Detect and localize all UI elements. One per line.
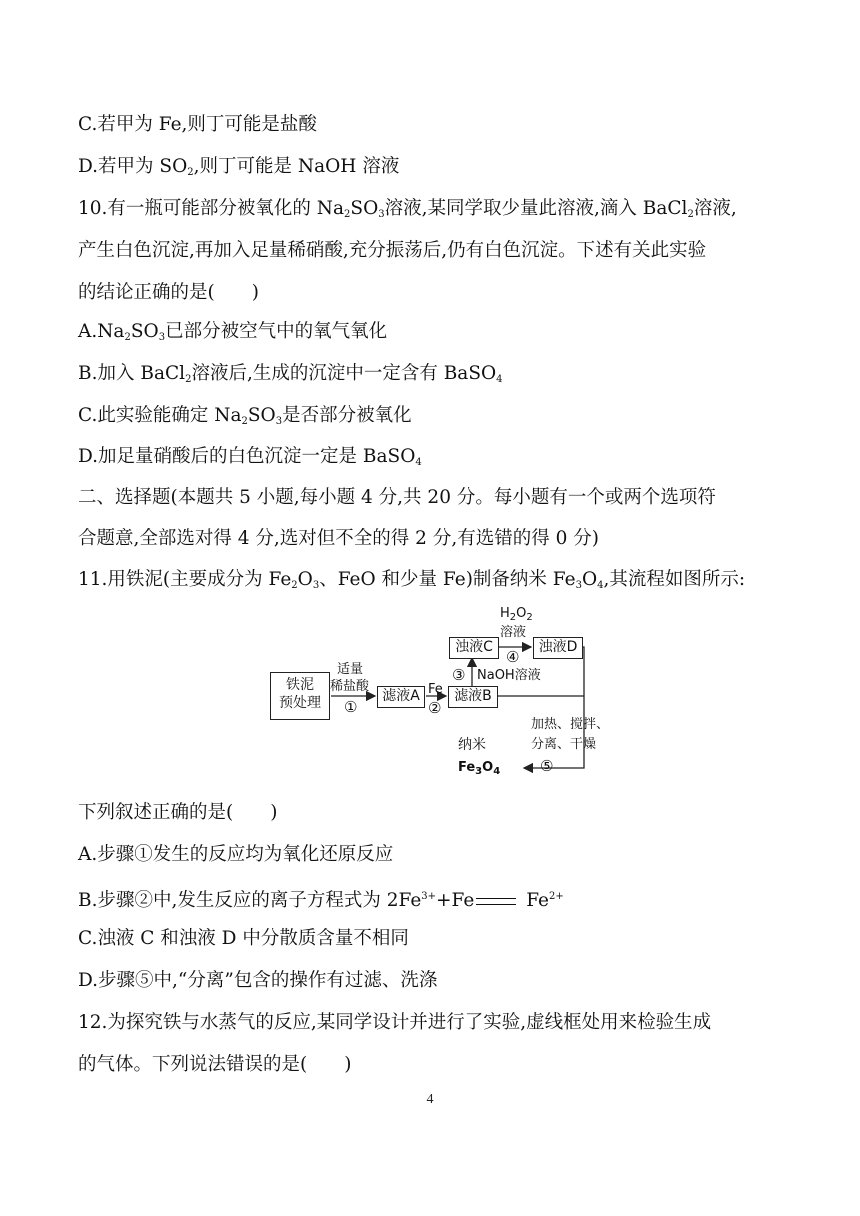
step4-reagent-solution: 溶液 [500,625,527,640]
step5-conditions-line2: 分离、干燥 [531,737,597,752]
product-fe3o4: $Fe_3O_4$ [458,760,501,777]
question-10-line1: 10.有一瓶可能部分被氧化的 $Na_2SO_3$溶液,某同学取少量此溶液,滴入 BaCl$_2$溶液, [78,198,737,220]
option-11a: A.步骤①发生的反应均为氧化还原反应 [78,844,394,865]
option-11b: B.步骤②中,发生反应的离子方程式为 $2Fe^{3+}+Fe$ $Fe^{2+}$ [78,890,564,911]
step4-reagent: $H_2O_2$ [500,606,533,623]
question-12-line1: 12.为探究铁与水蒸气的反应,某同学设计并进行了实验,虚线框处用来检验生成 [78,1012,712,1033]
box-suspension-d: 浊液D [533,637,583,659]
box-filtrate-a: 滤液A [377,686,425,708]
question-11-ask: 下列叙述正确的是( ) [78,802,278,823]
page-number: 4 [426,1092,434,1107]
option-9c: C.若甲为 Fe,则丁可能是盐酸 [78,114,317,135]
section-2-header-line2: 合题意,全部选对得 4 分,选对但不全的得 2 分,有选错的得 0 分) [78,528,599,549]
question-11: 11.用铁泥(主要成分为 $Fe_2O_3$、FeO 和少量 Fe)制备纳米 $Fe_3O_4$,其流程如图所示: [78,569,746,591]
question-10-line2: 产生白色沉淀,再加入足量稀硝酸,充分振荡后,仍有白色沉淀。下述有关此实验 [78,240,707,261]
box-suspension-c: 浊液C [449,637,499,659]
step2-reagent-fe: Fe [428,682,443,697]
product-nano-label: 纳米 [458,737,486,753]
option-11d: D.步骤⑤中,“分离”包含的操作有过滤、洗涤 [78,970,438,991]
step4-number: ④ [506,648,520,666]
step5-number: ⑤ [540,757,554,775]
option-10a: $A.Na_2SO_3$已部分被空气中的氧气氧化 [78,321,388,343]
step2-number: ② [428,699,442,717]
question-12-line2: 的气体。下列说法错误的是( ) [78,1054,352,1075]
step3-number: ③ [452,666,466,684]
box-filtrate-b: 滤液B [448,686,498,708]
box-pretreatment-label: 预处理 [279,695,321,711]
step1-number: ① [344,698,358,716]
box-iron-mud-pretreatment [270,672,330,720]
step1-reagent-amount: 适量 [337,662,364,677]
box-iron-mud-label: 铁泥 [286,677,314,693]
step1-reagent: 稀盐酸 [330,679,370,694]
step3-reagent: NaOH溶液 [477,668,541,683]
section-2-header-line1: 二、选择题(本题共 5 小题,每小题 4 分,共 20 分。每小题有一个或两个选项符 [78,487,716,508]
question-10-line3: 的结论正确的是( ) [78,282,259,303]
equals-sign [476,898,516,905]
option-10c: C.此实验能确定 $Na_2SO_3$是否部分被氧化 [78,405,412,427]
option-10b: B.加入 BaCl$_2$溶液后,生成的沉淀中一定含有 BaSO$_4$ [78,363,503,385]
step5-conditions-line1: 加热、搅拌、 [531,717,610,732]
option-10d: D.加足量硝酸后的白色沉淀一定是 BaSO$_4$ [78,446,422,468]
option-9d: D.若甲为 $SO_2$,则丁可能是 NaOH 溶液 [78,156,400,178]
option-11c: C.浊液 C 和浊液 D 中分散质含量不相同 [78,928,409,949]
